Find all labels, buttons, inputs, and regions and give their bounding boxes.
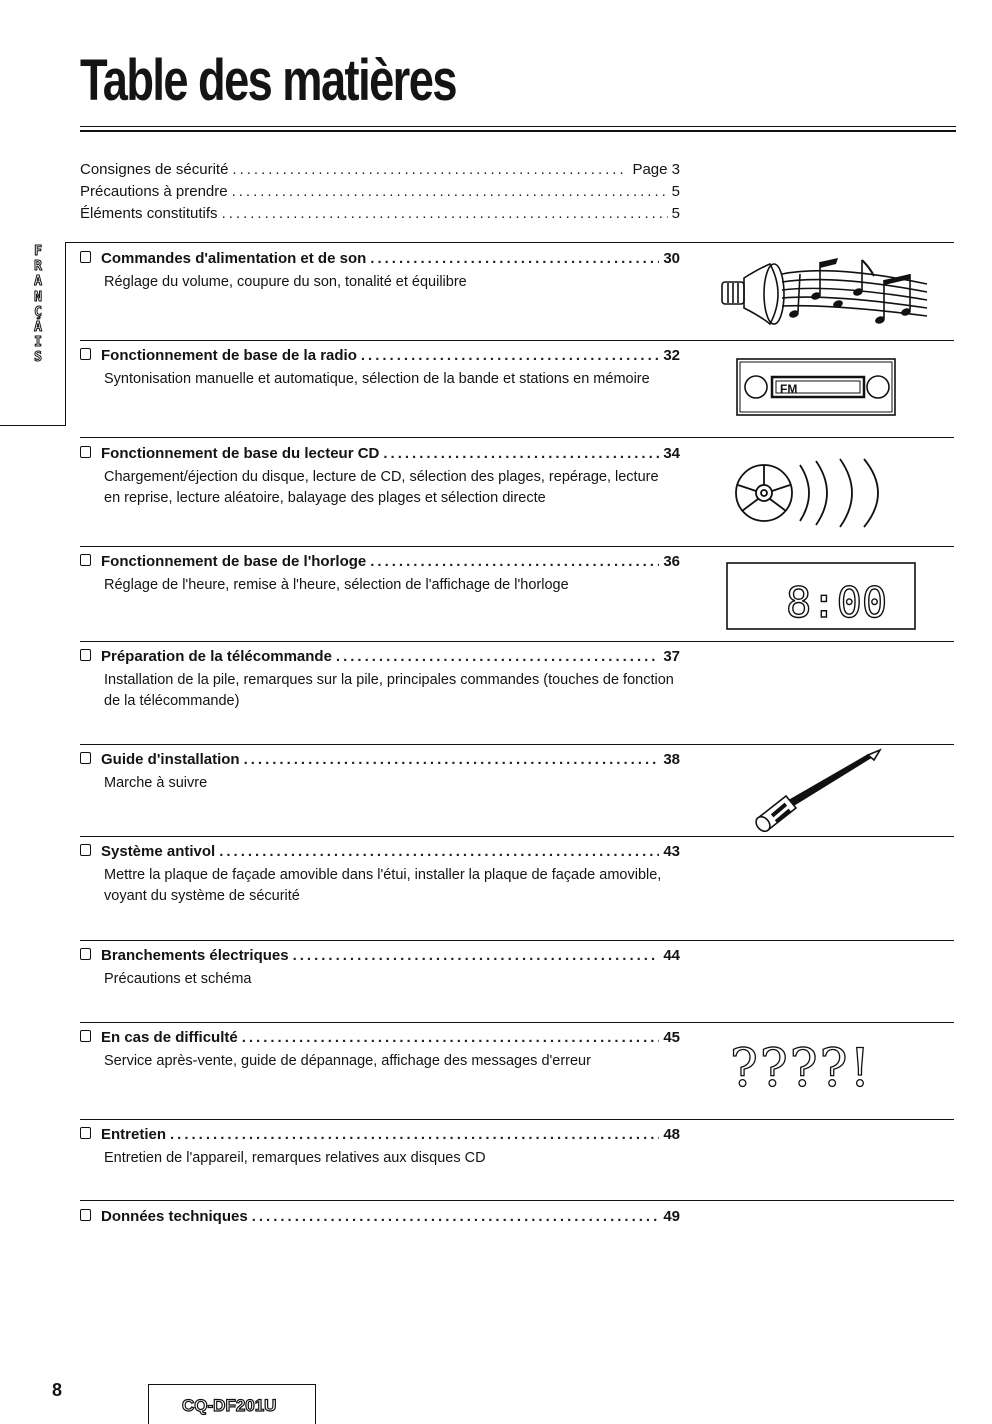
clock-display-icon — [726, 562, 916, 632]
language-letter: N — [34, 289, 42, 305]
language-letter: I — [34, 335, 42, 351]
section-title: Données techniques — [101, 1208, 248, 1225]
toc-section-installation[interactable] — [80, 751, 680, 794]
checkbox-bullet — [80, 1209, 91, 1221]
section-title: Système antivol — [101, 843, 216, 860]
checkbox-bullet — [80, 251, 91, 263]
section-title: Fonctionnement de base de la radio — [101, 347, 357, 364]
dot-leader — [336, 648, 659, 665]
section-page: 36 — [663, 553, 680, 570]
section-title: Guide d'installation — [101, 751, 240, 768]
page-number: 8 — [52, 1380, 63, 1400]
dot-leader — [361, 347, 659, 364]
toc-section-maintenance[interactable] — [80, 1126, 680, 1169]
title-divider — [80, 126, 956, 132]
section-description: Marche à suivre — [104, 775, 208, 791]
checkbox-bullet — [80, 844, 91, 856]
section-divider — [80, 1119, 954, 1120]
dot-leader — [242, 1029, 660, 1046]
dot-leader — [370, 250, 659, 267]
dot-leader — [293, 947, 660, 964]
section-description: Chargement/éjection du disque, lecture de CD, sélection des plages, repérage, lecture en reprise, lecture aléatoire, balayage des plages et sélection directe — [104, 469, 659, 506]
model-label: CQ-DF201U — [182, 1396, 277, 1415]
section-title: Branchements électriques — [101, 947, 289, 964]
toc-entry-precautions[interactable] — [80, 183, 680, 205]
toc-section-remote[interactable] — [80, 648, 680, 712]
checkbox-bullet — [80, 948, 91, 960]
language-letter: R — [34, 259, 42, 275]
toc-entry-label: Éléments constitutifs — [80, 205, 218, 222]
dot-leader — [252, 1208, 660, 1225]
section-divider — [80, 546, 954, 547]
toc-section-power-sound[interactable] — [80, 250, 680, 293]
section-divider — [80, 836, 954, 837]
language-letter: S — [34, 350, 42, 366]
section-divider — [80, 437, 954, 438]
checkbox-bullet — [80, 348, 91, 360]
toc-section-cd-player[interactable] — [80, 445, 680, 509]
language-letter: F — [34, 244, 42, 259]
dot-leader — [383, 445, 659, 462]
toc-section-wiring[interactable] — [80, 947, 680, 990]
section-divider — [80, 340, 954, 341]
section-page: 44 — [663, 947, 680, 964]
section-description: Installation de la pile, remarques sur la pile, principales commandes (touches de fonction de la télécommande) — [104, 672, 674, 709]
section-divider — [80, 744, 954, 745]
toc-page-number: 5 — [671, 205, 680, 222]
section-description: Réglage du volume, coupure du son, tonalité et équilibre — [104, 274, 467, 290]
toc-page-number — [632, 161, 680, 178]
language-letter: Ç — [34, 304, 42, 320]
music-notes-speaker-icon — [712, 254, 934, 334]
checkbox-bullet — [80, 554, 91, 566]
dot-leader — [219, 843, 659, 860]
checkbox-bullet — [80, 649, 91, 661]
toc-entry-components[interactable] — [80, 205, 680, 227]
page-value: 3 — [671, 161, 680, 178]
radio-band-text: FM — [780, 382, 798, 396]
page-title: Table des matières — [80, 48, 456, 113]
dot-leader — [170, 1126, 659, 1143]
section-page: 38 — [663, 751, 680, 768]
section-description: Mettre la plaque de façade amovible dans l'étui, installer la plaque de façade amovible, voyant du système de sécurité — [104, 867, 662, 904]
section-page: 30 — [663, 250, 680, 267]
screwdriver-icon — [750, 748, 890, 836]
section-page: 49 — [663, 1208, 680, 1225]
toc-entry-safety[interactable] — [80, 161, 680, 183]
section-divider — [80, 1200, 954, 1201]
section-description: Service après-vente, guide de dépannage, affichage des messages d'erreur — [104, 1053, 591, 1069]
toc-section-radio[interactable] — [80, 347, 680, 390]
toc-section-clock[interactable] — [80, 553, 680, 596]
section-description: Précautions et schéma — [104, 971, 252, 987]
question-marks-icon — [730, 1036, 910, 1106]
radio-display-icon — [736, 358, 898, 418]
section-description: Entretien de l'appareil, remarques relatives aux disques CD — [104, 1150, 486, 1166]
language-tab-letters — [28, 244, 48, 366]
section-page: 37 — [663, 648, 680, 665]
dot-leader — [232, 183, 668, 200]
section-description: Réglage de l'heure, remise à l'heure, sélection de l'affichage de l'horloge — [104, 577, 569, 593]
dot-leader — [232, 161, 628, 178]
section-page: 34 — [663, 445, 680, 462]
dot-leader — [244, 751, 660, 768]
toc-section-antitheft[interactable] — [80, 843, 680, 907]
clock-time-text: 8:00 — [786, 578, 888, 627]
toc-page-number: 5 — [671, 183, 680, 200]
section-title: Commandes d'alimentation et de son — [101, 250, 367, 267]
language-letter: A — [34, 320, 42, 336]
section-title: Préparation de la télécommande — [101, 648, 332, 665]
section-page: 48 — [663, 1126, 680, 1143]
section-description: Syntonisation manuelle et automatique, sélection de la bande et stations en mémoire — [104, 371, 650, 387]
section-title: Fonctionnement de base du lecteur CD — [101, 445, 380, 462]
section-divider — [80, 940, 954, 941]
troubleshoot-symbols: ????! — [730, 1039, 873, 1099]
page-prefix: Page — [632, 161, 668, 178]
toc-section-troubleshooting[interactable] — [80, 1029, 680, 1072]
toc-entry-label: Consignes de sécurité — [80, 161, 229, 178]
section-divider — [80, 641, 954, 642]
section-title: Fonctionnement de base de l'horloge — [101, 553, 367, 570]
section-title: En cas de difficulté — [101, 1029, 238, 1046]
checkbox-bullet — [80, 446, 91, 458]
dot-leader — [222, 205, 668, 222]
section-title: Entretien — [101, 1126, 167, 1143]
section-page: 43 — [663, 843, 680, 860]
language-letter: A — [34, 274, 42, 290]
section-page: 32 — [663, 347, 680, 364]
section-page: 45 — [663, 1029, 680, 1046]
checkbox-bullet — [80, 1127, 91, 1139]
section-divider — [80, 1022, 954, 1023]
dot-leader — [370, 553, 659, 570]
toc-section-specifications[interactable] — [80, 1208, 680, 1230]
checkbox-bullet — [80, 1030, 91, 1042]
cd-sound-icon — [732, 455, 900, 529]
toc-entry-label: Précautions à prendre — [80, 183, 228, 200]
checkbox-bullet — [80, 752, 91, 764]
section-divider — [66, 242, 954, 243]
